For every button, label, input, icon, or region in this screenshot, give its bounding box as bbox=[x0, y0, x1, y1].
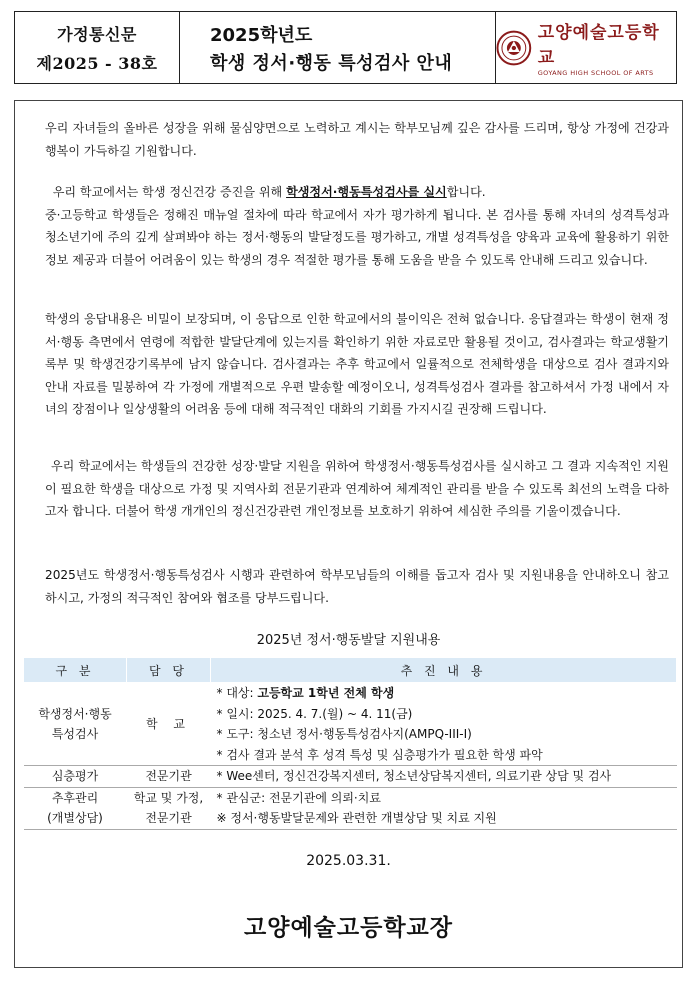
row-category: 심층평가 bbox=[24, 766, 127, 788]
notice-body bbox=[14, 100, 683, 968]
purpose-detail: 중·고등학교 학생들은 정해진 매뉴얼 절차에 따라 학교에서 자가 평가하게 됩니다. 본 검사를 통해 자녀의 성격특성과 청소년기에 주의 깊게 살펴봐야 하는 정서·행동의 발달정도를 평가하고, 개별 성격특성을 양육과 교육에 활용하기 위한 정보 제공과 더불어 어려움이 있는 학생의 경우 적절한 평가를 통해 도움을 받을 수 있도록 안내해 드리고 있습니다. bbox=[45, 207, 669, 267]
date-line: * 일시: 2025. 4. 7.(월) ~ 4. 11(금) bbox=[216, 706, 413, 721]
header-category: 구 분 bbox=[24, 658, 127, 683]
year-title: 2025학년도 bbox=[210, 24, 313, 46]
target-line: * 대상: 고등학교 1학년 전체 학생 bbox=[216, 686, 395, 700]
greeting-paragraph: 우리 자녀들의 올바른 성장을 위해 물심양면으로 노력하고 계시는 학부모님께 깊은 감사를 드리며, 항상 가정에 건강과 행복이 가득하길 기원합니다. bbox=[45, 121, 669, 158]
school-logo bbox=[496, 12, 676, 83]
purpose-paragraph bbox=[45, 181, 669, 271]
table-header-row bbox=[24, 658, 677, 683]
analysis-line: * 검사 결과 분석 후 성격 특성 및 심층평가가 필요한 학생 파악 bbox=[216, 747, 543, 762]
issue-box bbox=[15, 12, 180, 83]
closing-paragraph: 2025년도 학생정서·행동특성검사 시행과 관련하여 학부모님들의 이해를 돕고자 검사 및 지원내용을 안내하오니 참고하시고, 가정의 적극적인 참여와 협조를 당부드립니다. bbox=[45, 568, 669, 605]
row-category: 학생정서·행동 특성검사 bbox=[24, 683, 127, 766]
header-content: 추 진 내 용 bbox=[211, 658, 677, 683]
table-row bbox=[24, 766, 677, 788]
table-row bbox=[24, 683, 677, 766]
school-logo-text-en: GOYANG HIGH SCHOOL OF ARTS bbox=[537, 69, 654, 77]
notice-header bbox=[14, 11, 677, 84]
privacy-paragraph: 학생의 응답내용은 비밀이 보장되며, 이 응답으로 인한 학교에서의 불이익은 전혀 없습니다. 응답결과는 학생이 현재 정서·행동 측면에서 연령에 적합한 발달단계에 있는지를 확인하기 위한 자료로만 활용될 것이고, 검사결과는 학교생활기록부 및 학생건강기록부에 남지 않습니다. 검사결과는 추후 학교에서 일률적으로 전체학생을 대상으로 검사 결과지와 안내 자료를 밀봉하여 각 가정에 개별적으로 우편 발송할 예정이오니, 성격특성검사 결과를 참고하셔서 가정 내에서 자녀의 장점이나 일상생활의 어려움 등에 대해 적극적인 대화의 기회를 가지시길 권장해 드립니다. bbox=[45, 312, 669, 416]
issue-number: 제2025 - 38호 bbox=[36, 53, 158, 73]
school-emblem-icon bbox=[496, 30, 532, 66]
newsletter-name: 가정통신문 bbox=[57, 24, 137, 44]
row-content: * 관심군: 전문기관에 의뢰·치료 ※ 정서·행동발달문제와 관련한 개별상담 및 치료 지원 bbox=[211, 787, 677, 829]
row-owner: 전문기관 bbox=[127, 766, 211, 788]
row-category: 추후관리 (개별상담) bbox=[24, 787, 127, 829]
school-name-logo bbox=[538, 18, 676, 77]
purpose-lead: 우리 학교에서는 학생 정신건강 증진을 위해 bbox=[52, 185, 287, 199]
support-table bbox=[23, 657, 677, 830]
row-content bbox=[211, 683, 677, 766]
table-title: 2025년 정서·행동발달 지원내용 bbox=[256, 633, 441, 648]
purpose-end: 합니다. bbox=[446, 185, 486, 199]
header-owner: 담 당 bbox=[127, 658, 211, 683]
title-box bbox=[180, 12, 496, 83]
table-row bbox=[24, 787, 677, 829]
page-title: 학생 정서·행동 특성검사 안내 bbox=[210, 52, 453, 74]
principal-signature: 고양예술고등학교장 bbox=[244, 915, 453, 941]
purpose-emphasis: 학생정서·행동특성검사를 실시 bbox=[286, 185, 447, 199]
issue-date: 2025.03.31. bbox=[306, 853, 391, 869]
row-owner: 학 교 bbox=[127, 683, 211, 766]
row-owner: 학교 및 가정, 전문기관 bbox=[127, 787, 211, 829]
tool-line: * 도구: 청소년 정서·행동특성검사지(AMPQ-III-I) bbox=[216, 727, 472, 741]
support-paragraph: 우리 학교에서는 학생들의 건강한 성장·발달 지원을 위하여 학생정서·행동특성검사를 실시하고 그 결과 지속적인 지원이 필요한 학생을 대상으로 가정 및 지역사회 전문기관과 연계하여 체계적인 관리를 받을 수 있도록 최선의 노력을 다하고자 합니다. 더불어 학생 개개인의 정신건강관련 개인정보를 보호하기 위하여 세심한 주의를 기울이겠습니다. bbox=[45, 459, 669, 518]
row-content: * Wee센터, 정신건강복지센터, 청소년상담복지센터, 의료기관 상담 및 검사 bbox=[211, 766, 677, 788]
school-logo-text-kr: 고양예술고등학교 bbox=[537, 23, 660, 68]
